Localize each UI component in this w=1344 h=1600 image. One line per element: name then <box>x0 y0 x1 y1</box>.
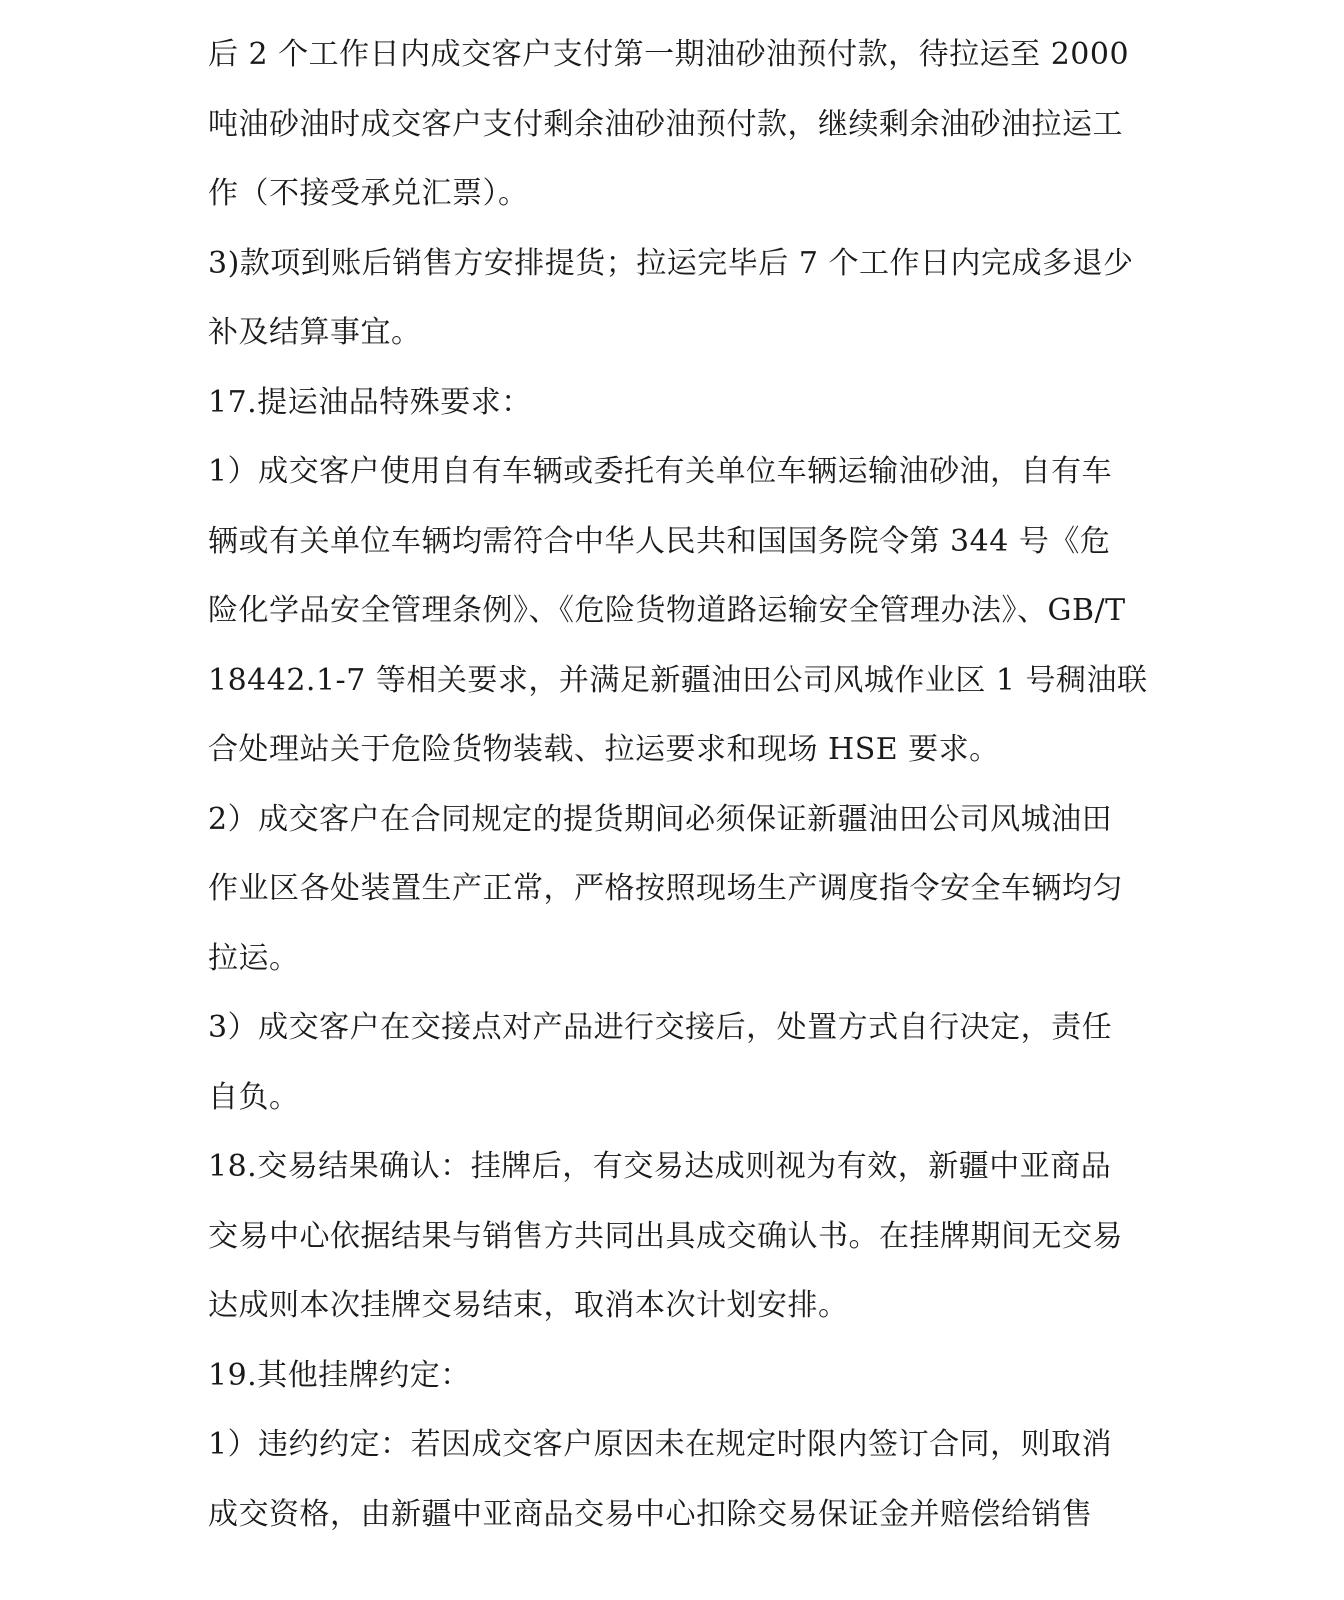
text-line: 2）成交客户在合同规定的提货期间必须保证新疆油田公司风城油田 <box>208 801 1113 837</box>
text-line: 成交资格，由新疆中亚商品交易中心扣除交易保证金并赔偿给销售 <box>208 1496 1093 1532</box>
text-line: 1）违约约定：若因成交客户原因未在规定时限内签订合同，则取消 <box>208 1427 1113 1462</box>
document-body <box>208 20 1148 1549</box>
text-line: 1）成交客户使用自有车辆或委托有关单位车辆运输油砂油，自有车 <box>208 454 1113 489</box>
text-line: 辆或有关单位车辆均需符合中华人民共和国国务院令第 344 号《危 <box>208 523 1111 559</box>
text-line: 3）成交客户在交接点对产品进行交接后，处置方式自行决定，责任 <box>208 1010 1113 1045</box>
section-heading: 19.其他挂牌约定： <box>208 1357 471 1393</box>
text-line: 后 2 个工作日内成交客户支付第一期油砂油预付款，待拉运至 2000 <box>208 37 1130 72</box>
section-heading: 17.提运油品特殊要求： <box>208 384 532 420</box>
section-heading: 18.交易结果确认：挂牌后，有交易达成则视为有效，新疆中亚商品 <box>208 1149 1112 1184</box>
text-line: 拉运。 <box>208 940 300 976</box>
text-line: 交易中心依据结果与销售方共同出具成交确认书。在挂牌期间无交易 <box>208 1218 1123 1254</box>
text-line: 险化学品安全管理条例》、《危险货物道路运输安全管理办法》、GB/T <box>208 593 1126 628</box>
text-line: 3)款项到账后销售方安排提货；拉运完毕后 7 个工作日内完成多退少 <box>208 245 1134 281</box>
text-line: 作业区各处装置生产正常，严格按照现场生产调度指令安全车辆均匀 <box>208 871 1123 906</box>
text-line: 自负。 <box>208 1079 300 1115</box>
text-line: 补及结算事宜。 <box>208 315 422 350</box>
text-line: 18442.1-7 等相关要求，并满足新疆油田公司风城作业区 1 号稠油联 <box>208 662 1148 698</box>
text-line: 合处理站关于危险货物装载、拉运要求和现场 HSE 要求。 <box>208 732 1000 767</box>
text-line: 达成则本次挂牌交易结束，取消本次计划安排。 <box>208 1288 849 1323</box>
text-line: 吨油砂油时成交客户支付剩余油砂油预付款，继续剩余油砂油拉运工 <box>208 106 1123 142</box>
text-line: 作（不接受承兑汇票）。 <box>208 176 529 211</box>
